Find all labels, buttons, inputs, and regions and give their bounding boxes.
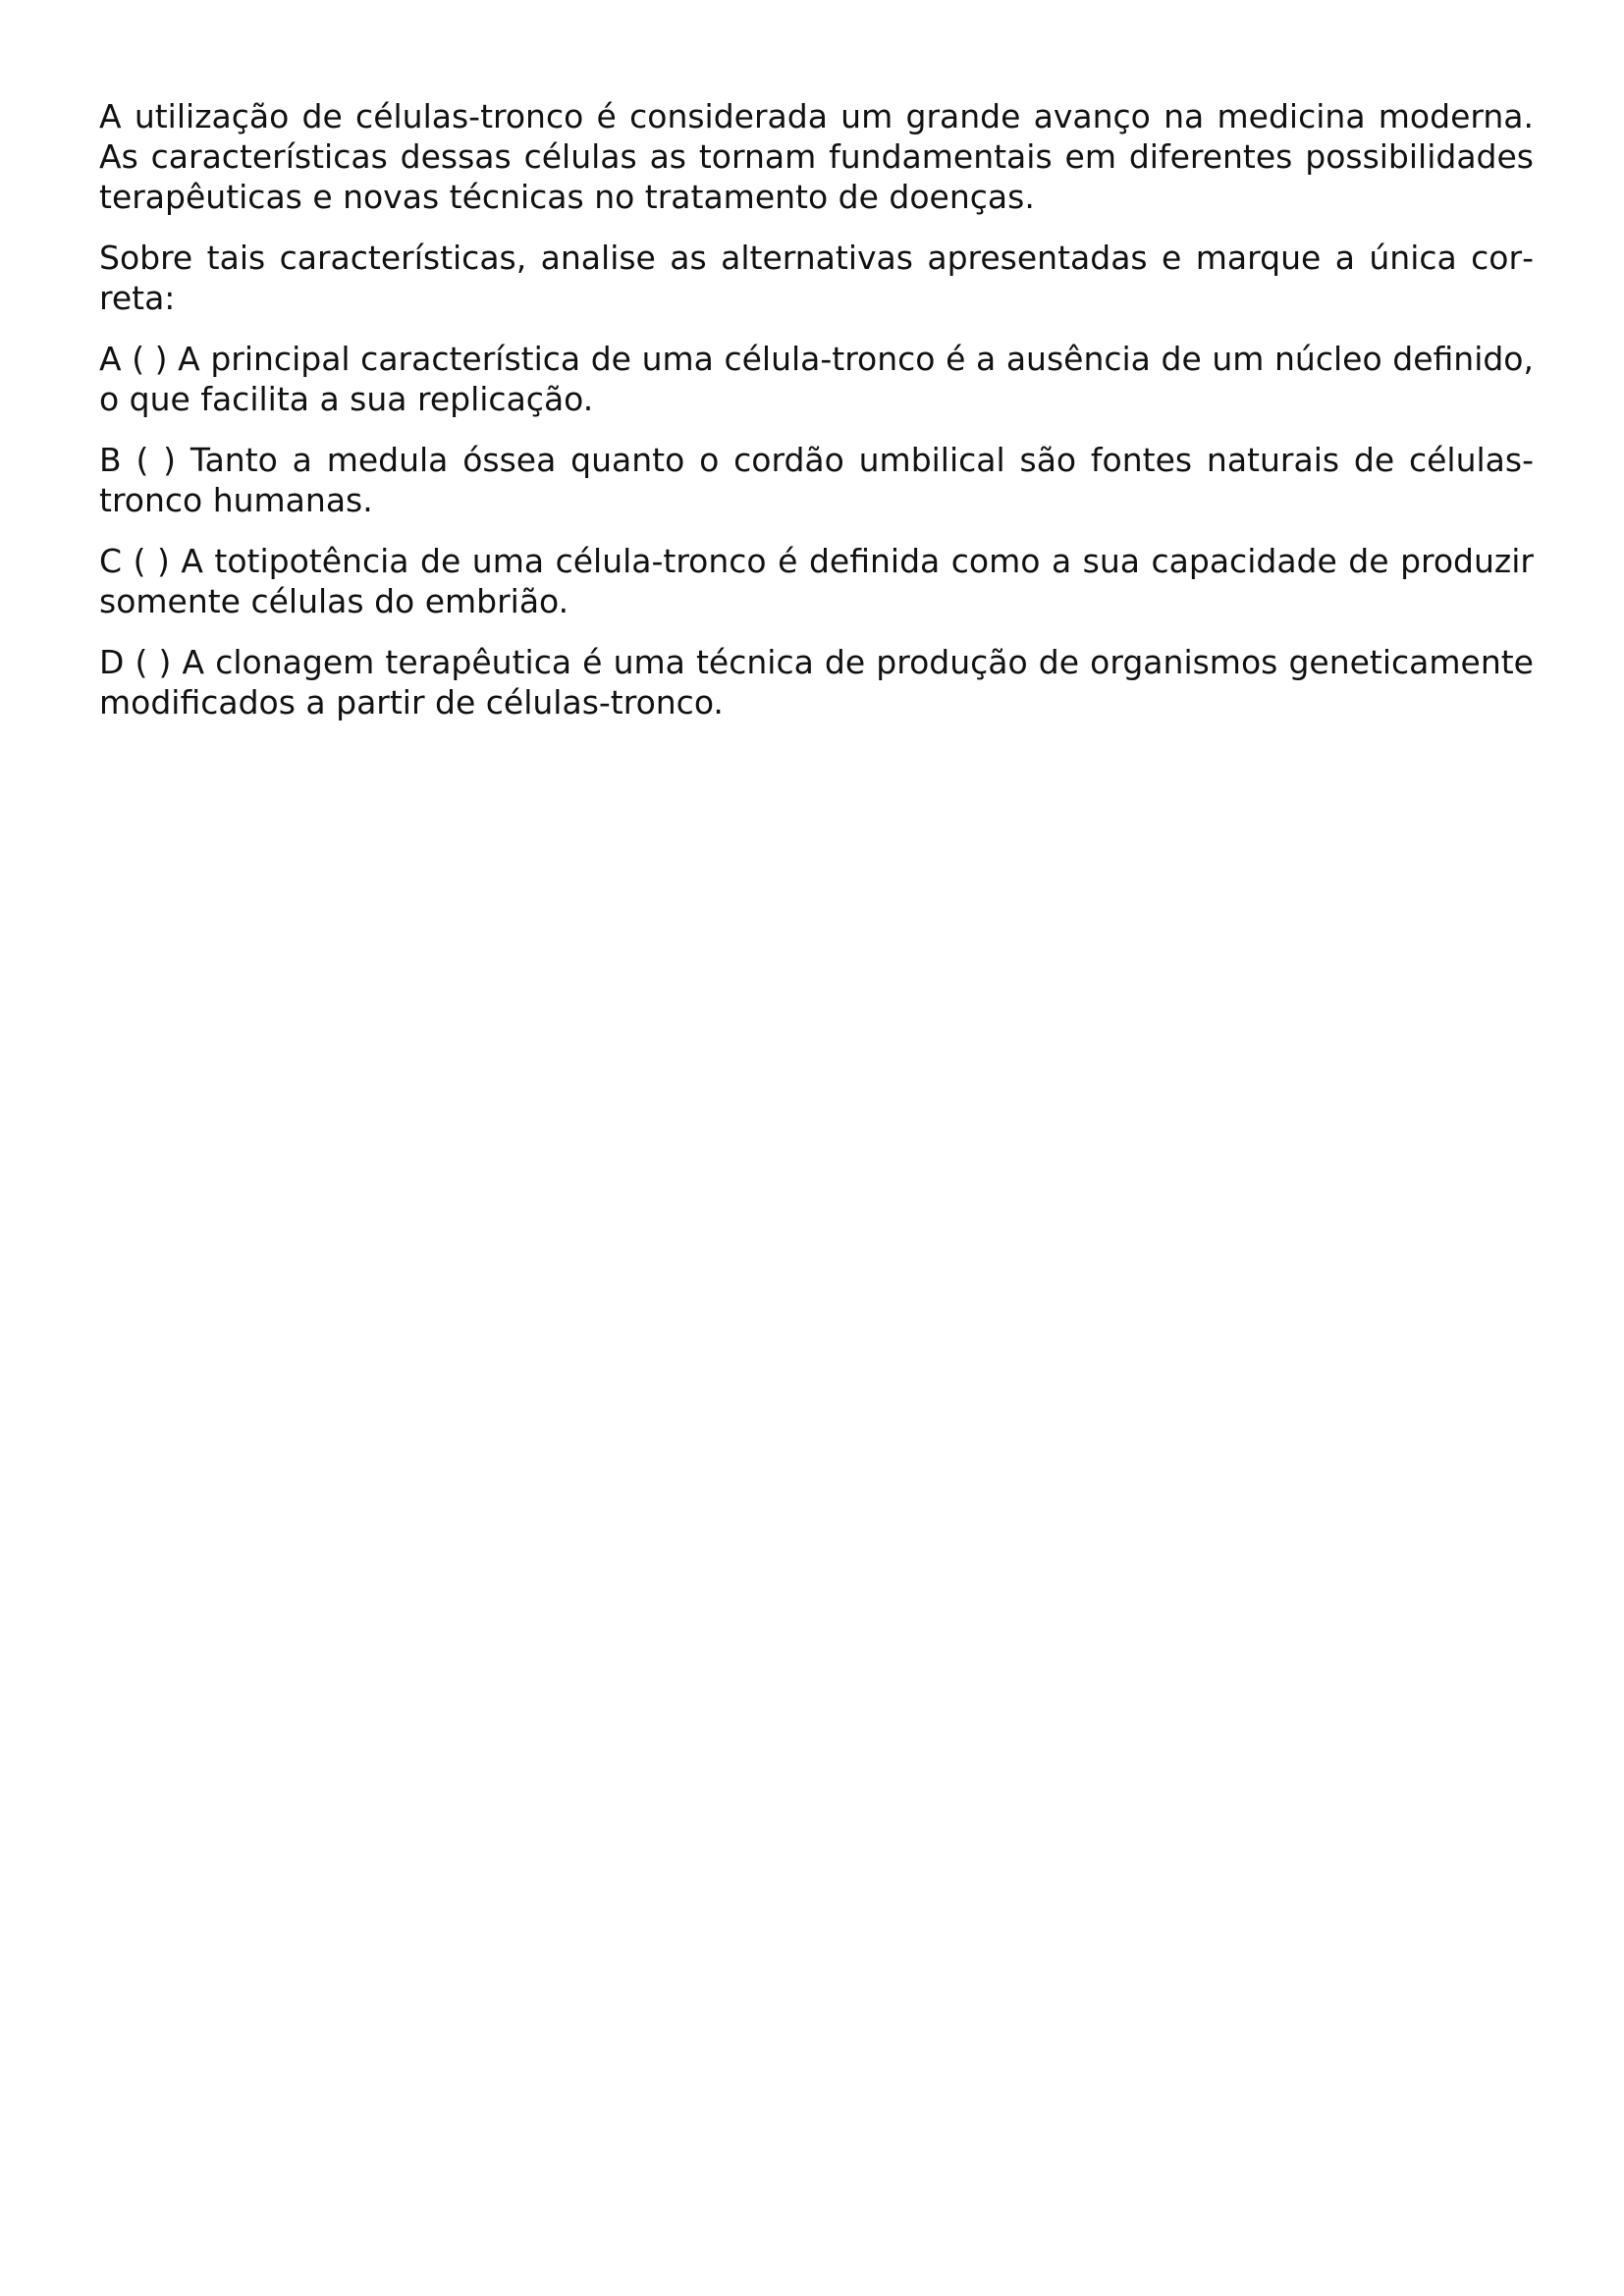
option-a-letter: A (99, 340, 122, 378)
option-a-text: A principal característica de uma célula-tronco é a ausência de um núcleo definido, o que facilita a sua replicação. (99, 340, 1534, 418)
option-b[interactable] (99, 440, 1534, 520)
option-a-checkbox[interactable]: ( ) (132, 340, 168, 378)
option-b-checkbox[interactable]: ( ) (135, 441, 177, 479)
option-d-text: A clonagem terapêutica é uma técnica de produção de organismos geneticamente modificados a partir de células-tronco. (99, 643, 1534, 721)
option-a[interactable] (99, 339, 1534, 419)
option-b-text: Tanto a medula óssea quanto o cordão umbilical são fontes naturais de células-tronco humanas. (99, 441, 1534, 519)
option-c-checkbox[interactable]: ( ) (133, 542, 170, 580)
question-prompt: Sobre tais características, analise as alternativas apresentadas e marque a única correta: (99, 239, 1534, 317)
option-c[interactable] (99, 541, 1534, 621)
option-c-letter: C (99, 542, 123, 580)
question-intro: A utilização de células-tronco é considerada um grande avanço na medicina moderna. As características dessas células as tornam fundamentais em diferentes possibilidades terapêuticas e novas técnicas no tratamento de doenças. (99, 97, 1534, 216)
option-d[interactable] (99, 642, 1534, 722)
question-document (99, 96, 1534, 743)
option-c-text: A totipotência de uma célula-tronco é definida como a sua capacidade de produzir somente células do embrião. (99, 542, 1534, 620)
option-d-checkbox[interactable]: ( ) (135, 643, 172, 681)
option-d-letter: D (99, 643, 125, 681)
option-b-letter: B (99, 441, 122, 479)
